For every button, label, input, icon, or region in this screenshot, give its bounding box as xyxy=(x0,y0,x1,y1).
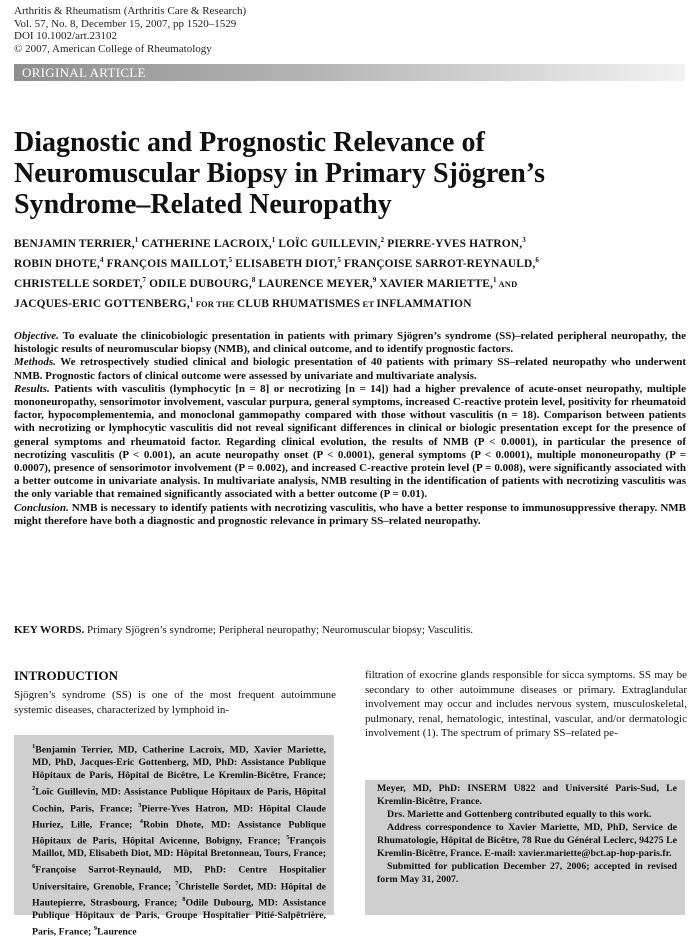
author-affiliation-mark: 4 xyxy=(99,256,104,264)
keywords-label: KEY WORDS. xyxy=(14,624,85,636)
affiliation-text: Robin Dhote, MD: Assistance Publique Hôpitaux de Paris, Hôpital Avicenne, Bobigny, France; xyxy=(32,819,326,847)
author-name: CHRISTELLE SORDET, xyxy=(14,277,143,290)
right-column xyxy=(365,668,687,741)
author-affiliation-mark: 3 xyxy=(522,236,526,244)
affiliation-continued: Meyer, MD, PhD: INSERM U822 and Université Paris-Sud, Le Kremlin-Bicêtre, France. xyxy=(377,783,677,807)
abstract-results xyxy=(14,383,686,502)
group-conjunction: ET xyxy=(360,298,377,309)
affiliation-text: Laurence xyxy=(97,926,137,938)
author-affiliation-mark: 6 xyxy=(535,256,540,264)
author-name: ELISABETH DIOT, xyxy=(232,257,338,270)
author-list xyxy=(14,232,686,312)
author-name: ROBIN DHOTE, xyxy=(14,257,100,270)
correspondence-address: Address correspondence to Xavier Mariette, MD, PhD, Service de Rhumatologie, Hôpital de Bicêtre, 78 Rue du Général Leclerc, 94275 Le Kremlin-Bicêtre, France. E-mail: xavier.mariette@bct.ap-hop-paris.fr. xyxy=(377,822,677,859)
footnote-mark: 6 xyxy=(32,863,36,871)
footnote-mark: 1 xyxy=(32,743,36,750)
author-affiliation-mark: 5 xyxy=(228,256,233,264)
keywords xyxy=(14,624,686,637)
affiliation-text: Pierre-Yves Hatron, MD: Hôpital Claude Huriez, Lille, France; xyxy=(32,802,326,831)
section-bar xyxy=(14,64,685,81)
author-name: FRANÇOISE SARROT-REYNAULD, xyxy=(340,257,536,270)
abstract xyxy=(14,330,686,528)
section-label: ORIGINAL ARTICLE xyxy=(22,65,146,80)
affiliations-footnote xyxy=(14,735,334,938)
affiliation-text: Odile Dubourg, MD: Assistance Publique Hôpitaux de Paris, Groupe Hospitalier Pitié-Salpêtrière, Paris, France; xyxy=(32,897,326,938)
abstract-methods xyxy=(14,356,686,382)
affiliation-text: Benjamin Terrier, MD, Catherine Lacroix, MD, Xavier Mariette, MD, PhD, Jacques-Eric Gottenberg, MD, PhD: Assistance Publique Hôpitaux de Paris, Hôpital de Bicêtre, Le Kremlin-Bicêtre, France; xyxy=(32,744,326,782)
journal-name: Arthritis & Rheumatism (Arthritis Care & Research) xyxy=(14,5,247,17)
correspondence-footnote xyxy=(365,780,685,915)
abstract-conclusion-label: Conclusion. xyxy=(14,501,69,514)
introduction-text-left: Sjögren’s syndrome (SS) is one of the most frequent autoimmune systemic diseases, characterized by lymphoid in- xyxy=(14,689,336,716)
journal-copyright: © 2007, American College of Rheumatology xyxy=(14,42,212,55)
author-name: CATHERINE LACROIX, xyxy=(138,237,272,250)
abstract-conclusion-text: NMB is necessary to identify patients with necrotizing vasculitis, who have a better response to immunosuppressive therapy. NMB might therefore have both a diagnostic and prognostic relevance in primary SS–related neuropathy. xyxy=(14,501,686,527)
footnote-mark: 4 xyxy=(139,817,143,825)
footnote-mark: 3 xyxy=(138,801,142,809)
author-name: JACQUES-ERIC GOTTENBERG, xyxy=(14,297,190,310)
footnote-mark: 8 xyxy=(182,895,186,903)
footnote-mark: 5 xyxy=(286,834,290,842)
author-affiliation-mark: 1 xyxy=(271,236,276,244)
abstract-objective xyxy=(14,330,686,356)
affiliation-text: Loïc Guillevin, MD: Assistance Publique Hôpitaux de Paris, Hôpital Cochin, Paris, France; xyxy=(32,786,326,814)
author-affiliation-mark: 1 xyxy=(189,296,194,304)
author-affiliation-mark: 1 xyxy=(134,236,139,244)
abstract-objective-text: To evaluate the clinicobiologic presentation in patients with primary Sjögren’s syndrome (SS)–related peripheral neuropathy, the histologic results of neuromuscular biopsy (NMB), and clinical outcome, and to identify prognostic factors. xyxy=(14,330,686,356)
footnote-mark: 7 xyxy=(175,879,179,887)
equal-contribution-note: Drs. Mariette and Gottenberg contributed equally to this work. xyxy=(387,809,652,820)
author-affiliation-mark: 2 xyxy=(380,236,385,244)
group-name: CLUB RHUMATISMES xyxy=(236,297,361,310)
author-name: LOÏC GUILLEVIN, xyxy=(275,237,381,250)
group-prefix: FOR THE xyxy=(193,298,237,309)
keywords-text: Primary Sjögren’s syndrome; Peripheral neuropathy; Neuromuscular biopsy; Vasculitis. xyxy=(84,624,474,636)
left-column xyxy=(14,668,336,717)
author-name: PIERRE-YVES HATRON, xyxy=(384,237,523,250)
author-name: ODILE DUBOURG, xyxy=(146,277,252,290)
author-name: FRANÇOIS MAILLOT, xyxy=(103,257,229,270)
abstract-methods-text: We retrospectively studied clinical and biologic presentation of 40 patients with primary SS–related neuropathy who underwent NMB. Prognostic factors of clinical outcome were assessed by univariate and multivariate analysis. xyxy=(14,356,686,382)
author-affiliation-mark: 8 xyxy=(251,276,256,284)
introduction-text-right: filtration of exocrine glands responsible for sicca symptoms. SS may be secondary to other autoimmune diseases or primary. Extraglandular involvement may occur and includes nervous system, musculoskeletal, pulmonary, renal, hematologic, intestinal, vascular, and/or dermatologic involvement (1). The spectrum of primary SS–related pe- xyxy=(365,669,687,739)
journal-volume: Vol. 57, No. 8, December 15, 2007, pp 1520–1529 xyxy=(14,17,237,30)
author-affiliation-mark: 1 xyxy=(493,276,497,284)
abstract-objective-label: Objective. xyxy=(14,330,59,342)
footnote-mark: 2 xyxy=(32,785,36,793)
affiliation-text: François Maillot, MD, Elisabeth Diot, MD: Hôpital Bretonneau, Tours, France; xyxy=(32,835,326,860)
author-affiliation-mark: 9 xyxy=(372,276,377,284)
journal-header xyxy=(14,5,246,55)
abstract-results-label: Results. xyxy=(14,382,50,395)
abstract-methods-label: Methods. xyxy=(14,356,56,369)
author-name: BENJAMIN TERRIER, xyxy=(14,237,135,250)
footnote-mark: 9 xyxy=(93,925,98,933)
submission-dates: Submitted for publication December 27, 2006; accepted in revised form May 31, 2007. xyxy=(377,861,677,885)
introduction-heading: INTRODUCTION xyxy=(14,668,119,683)
abstract-results-text: Patients with vasculitis (lymphocytic [n = 8] or necrotizing [n = 14]) had a higher prevalence of acute-onset neuropathy, multiple mononeuropathy, sensorimotor involvement, vascular purpura, general symptoms, increased C-reactive protein level, positivity for rheumatoid factor, hypocomplementemia, and monoclonal gammopathy compared with those without vasculitis (n = 18). Comparison between patients with necrotizing or lymphocytic vasculitis did not reveal significant differences in clinical or biologic presentation except for the presence of general symptoms and rheumatoid factor. Regarding clinical evolution, the results of NMB (P < 0.0001), in particular the presence of necrotizing vasculitis (P < 0.001), an acute neuropathy onset (P < 0.0001), general symptoms (P < 0.0001), multiple mononeuropathy (P = 0.0007), presence of sensorimotor involvement (P = 0.002), and increased C-reactive protein level (P = 0.008), were significantly associated with a better outcome in univariate analysis. In multivariate analysis, NMB resulting in the identification of patients with necrotizing vasculitis was the only variable that remained significantly associated with a better outcome (P = 0.01). xyxy=(14,382,686,501)
affiliation-text: Christelle Sordet, MD: Hôpital de Hautepierre, Strasbourg, France; xyxy=(32,880,326,909)
author-name: LAURENCE MEYER, xyxy=(255,277,373,290)
affiliation-text: Françoise Sarrot-Reynauld, MD, PhD: Centre Hospitalier Universitaire, Grenoble, France; xyxy=(32,864,326,892)
author-name: XAVIER MARIETTE, xyxy=(376,277,494,290)
abstract-conclusion xyxy=(14,502,686,528)
author-affiliation-mark: 5 xyxy=(337,256,341,264)
group-name: INFLAMMATION xyxy=(376,297,472,310)
journal-doi: DOI 10.1002/art.23102 xyxy=(14,30,117,42)
author-conjunction: AND xyxy=(496,278,518,289)
article-title: Diagnostic and Prognostic Relevance of Neuromuscular Biopsy in Primary Sjögren’s Syndrome–Related Neuropathy xyxy=(14,127,545,220)
author-affiliation-mark: 7 xyxy=(142,276,147,284)
